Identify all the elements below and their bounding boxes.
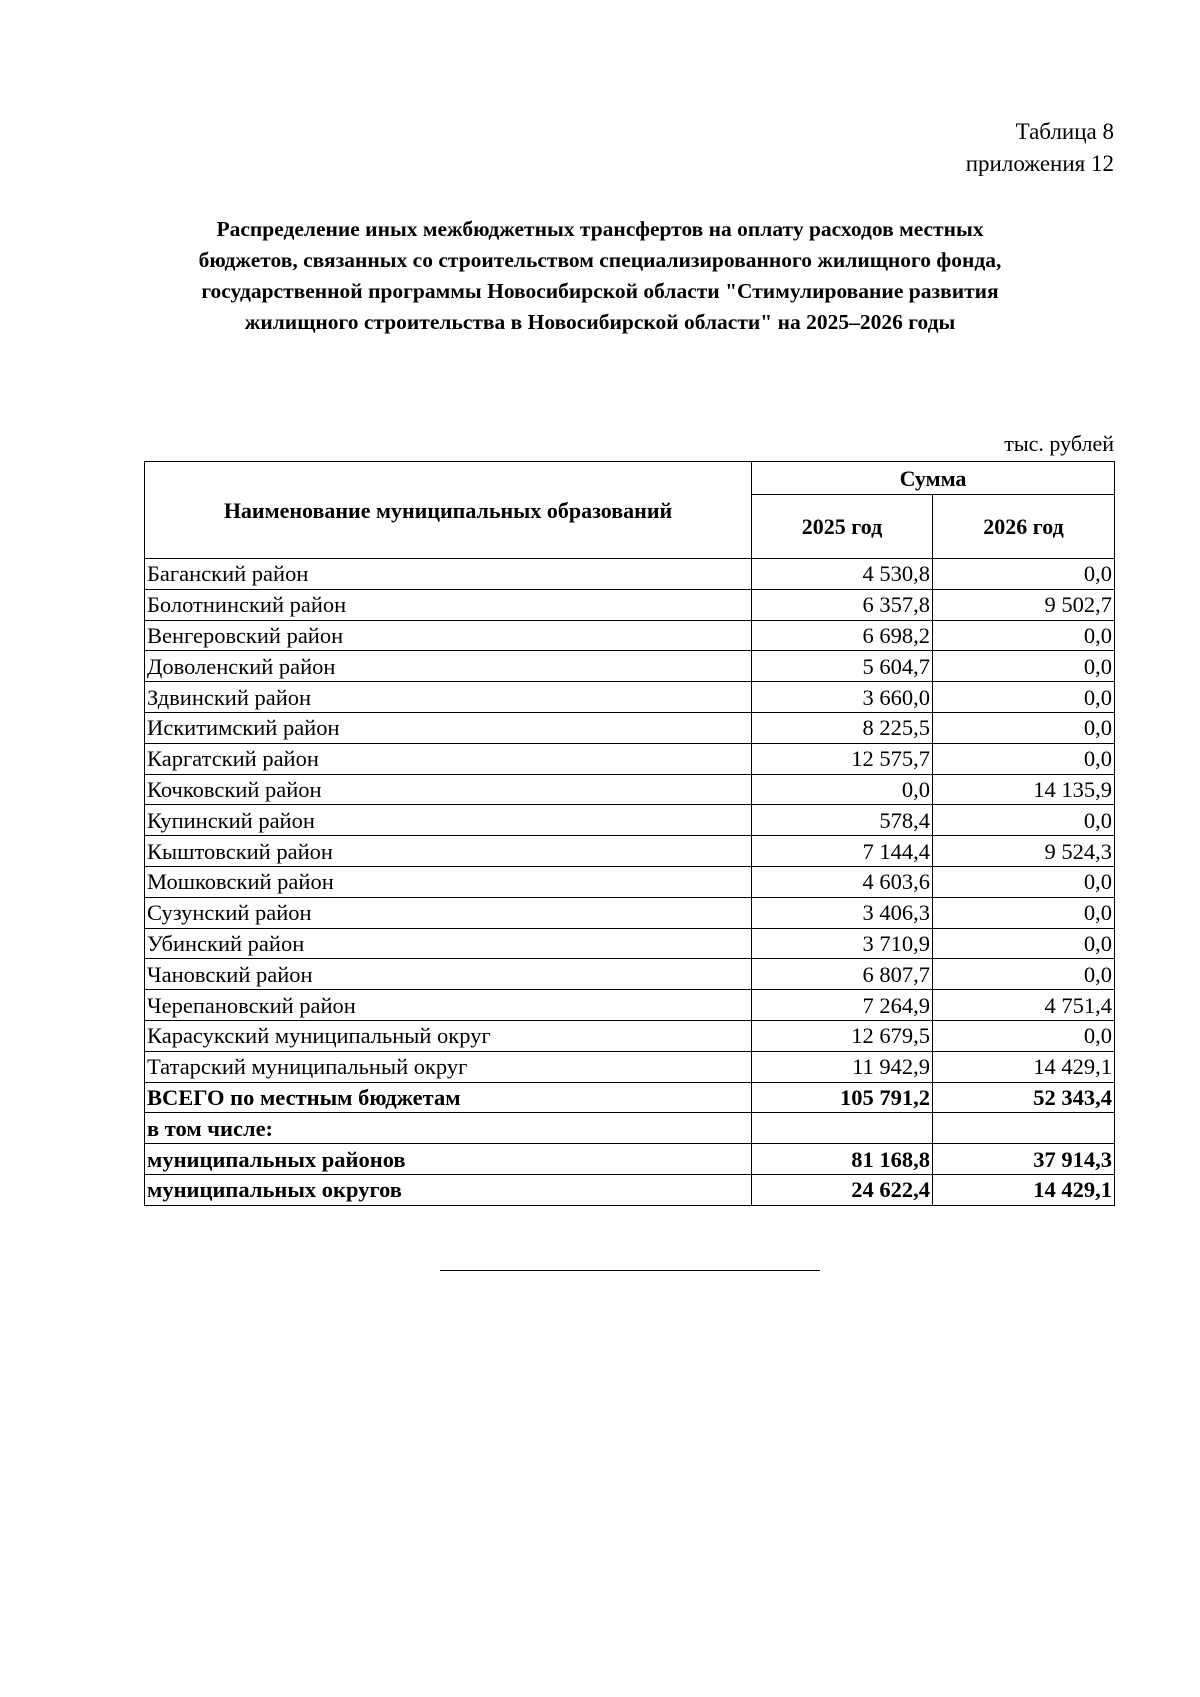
header-2026: 2026 год <box>933 495 1115 559</box>
value-2025: 3 660,0 <box>752 682 933 713</box>
municipality-name: Искитимский район <box>145 712 752 743</box>
value-2026: 0,0 <box>933 651 1115 682</box>
municipality-name: Кыштовский район <box>145 836 752 867</box>
table-body <box>145 559 1115 1083</box>
value-2026: 0,0 <box>933 928 1115 959</box>
value-2025: 5 604,7 <box>752 651 933 682</box>
value-2025: 12 679,5 <box>752 1020 933 1051</box>
municipality-name: Доволенский район <box>145 651 752 682</box>
municipality-name: Убинский район <box>145 928 752 959</box>
title-line-4: жилищного строительства в Новосибирской области" на 2025–2026 годы <box>244 310 956 334</box>
table-row <box>145 620 1115 651</box>
table-row <box>145 1051 1115 1082</box>
okrugs-2025: 24 622,4 <box>752 1174 933 1205</box>
units-label: тыс. рублей <box>1004 431 1114 456</box>
table-row <box>145 651 1115 682</box>
value-2026: 9 502,7 <box>933 589 1115 620</box>
table-row <box>145 866 1115 897</box>
municipality-name: Чановский район <box>145 959 752 990</box>
including-row <box>145 1113 1115 1144</box>
table-row <box>145 559 1115 590</box>
table-row <box>145 682 1115 713</box>
value-2026: 14 135,9 <box>933 774 1115 805</box>
table-row <box>145 589 1115 620</box>
municipality-name: Купинский район <box>145 805 752 836</box>
municipality-name: Татарский муниципальный округ <box>145 1051 752 1082</box>
value-2025: 4 530,8 <box>752 559 933 590</box>
appendix-number: приложения 12 <box>965 151 1114 176</box>
table-row <box>145 928 1115 959</box>
value-2025: 6 807,7 <box>752 959 933 990</box>
title-line-1: Распределение иных межбюджетных трансфертов на оплату расходов местных <box>216 217 984 241</box>
municipality-name: Каргатский район <box>145 743 752 774</box>
value-2026: 14 429,1 <box>933 1051 1115 1082</box>
okrugs-name: муниципальных округов <box>145 1174 752 1205</box>
document-title <box>150 214 1050 338</box>
value-2026: 9 524,3 <box>933 836 1115 867</box>
table-row <box>145 959 1115 990</box>
value-2026: 0,0 <box>933 559 1115 590</box>
table-row <box>145 712 1115 743</box>
including-2025 <box>752 1113 933 1144</box>
header-2025: 2025 год <box>752 495 933 559</box>
value-2026: 0,0 <box>933 743 1115 774</box>
value-2025: 3 406,3 <box>752 897 933 928</box>
header-name: Наименование муниципальных образований <box>145 462 752 559</box>
total-name: ВСЕГО по местным бюджетам <box>145 1082 752 1113</box>
value-2026: 0,0 <box>933 959 1115 990</box>
table-row <box>145 743 1115 774</box>
value-2026: 4 751,4 <box>933 990 1115 1021</box>
table-row <box>145 774 1115 805</box>
table-row <box>145 897 1115 928</box>
municipality-name: Здвинский район <box>145 682 752 713</box>
municipality-name: Венгеровский район <box>145 620 752 651</box>
okrugs-2026: 14 429,1 <box>933 1174 1115 1205</box>
municipality-name: Болотнинский район <box>145 589 752 620</box>
table-row <box>145 1020 1115 1051</box>
header-sum: Сумма <box>752 462 1115 495</box>
municipality-name: Баганский район <box>145 559 752 590</box>
total-2025: 105 791,2 <box>752 1082 933 1113</box>
value-2025: 7 144,4 <box>752 836 933 867</box>
value-2025: 0,0 <box>752 774 933 805</box>
value-2026: 0,0 <box>933 620 1115 651</box>
table-row <box>145 805 1115 836</box>
table-row <box>145 836 1115 867</box>
total-2026: 52 343,4 <box>933 1082 1115 1113</box>
value-2026: 0,0 <box>933 897 1115 928</box>
including-2026 <box>933 1113 1115 1144</box>
municipality-name: Мошковский район <box>145 866 752 897</box>
districts-row <box>145 1144 1115 1175</box>
transfers-table <box>144 461 1115 1206</box>
table-summary <box>145 1082 1115 1205</box>
districts-2025: 81 168,8 <box>752 1144 933 1175</box>
value-2025: 3 710,9 <box>752 928 933 959</box>
total-row <box>145 1082 1115 1113</box>
municipality-name: Сузунский район <box>145 897 752 928</box>
municipality-name: Карасукский муниципальный округ <box>145 1020 752 1051</box>
municipality-name: Черепановский район <box>145 990 752 1021</box>
municipality-name: Кочковский район <box>145 774 752 805</box>
value-2025: 6 698,2 <box>752 620 933 651</box>
districts-2026: 37 914,3 <box>933 1144 1115 1175</box>
title-line-3: государственной программы Новосибирской области "Стимулирование развития <box>201 279 999 303</box>
value-2025: 8 225,5 <box>752 712 933 743</box>
title-line-2: бюджетов, связанных со строительством специализированного жилищного фонда, <box>198 248 1002 272</box>
value-2025: 4 603,6 <box>752 866 933 897</box>
value-2026: 0,0 <box>933 866 1115 897</box>
table-number: Таблица 8 <box>1015 119 1114 144</box>
value-2026: 0,0 <box>933 712 1115 743</box>
value-2025: 12 575,7 <box>752 743 933 774</box>
value-2025: 578,4 <box>752 805 933 836</box>
okrugs-row <box>145 1174 1115 1205</box>
table-row <box>145 990 1115 1021</box>
value-2025: 6 357,8 <box>752 589 933 620</box>
value-2026: 0,0 <box>933 1020 1115 1051</box>
end-divider <box>440 1270 820 1271</box>
value-2026: 0,0 <box>933 682 1115 713</box>
value-2025: 7 264,9 <box>752 990 933 1021</box>
value-2026: 0,0 <box>933 805 1115 836</box>
districts-name: муниципальных районов <box>145 1144 752 1175</box>
including-label: в том числе: <box>145 1113 752 1144</box>
value-2025: 11 942,9 <box>752 1051 933 1082</box>
